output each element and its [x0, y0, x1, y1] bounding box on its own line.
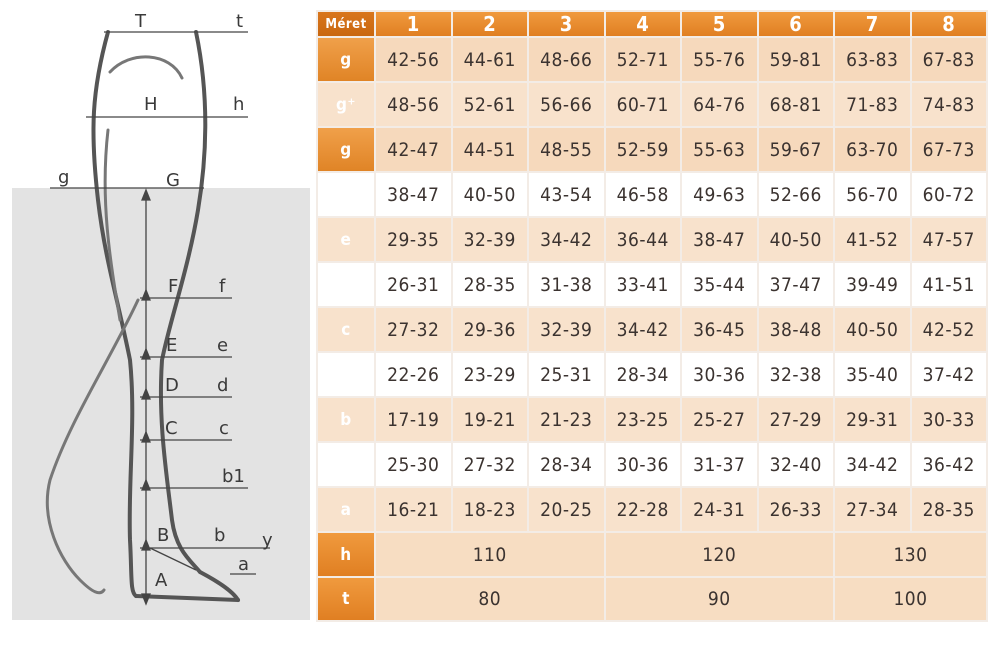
- table-cell: 38-47: [376, 173, 451, 216]
- label-T: T: [135, 11, 146, 32]
- table-cell: 40-50: [835, 308, 910, 351]
- table-header-row: [318, 12, 986, 36]
- table-cell: 32-39: [453, 218, 528, 261]
- table-row: [318, 443, 986, 486]
- table-cell: 26-33: [759, 488, 834, 531]
- table-cell: 38-48: [759, 308, 834, 351]
- leg-measurement-diagram: [0, 0, 310, 645]
- table-cell: 59-67: [759, 128, 834, 171]
- row-label: g: [318, 38, 374, 81]
- table-cell: 21-23: [529, 398, 604, 441]
- table-cell: 30-36: [682, 353, 757, 396]
- table-cell: 63-70: [835, 128, 910, 171]
- table-cell: 40-50: [453, 173, 528, 216]
- label-E: E: [166, 335, 178, 356]
- table-cell: 52-71: [606, 38, 681, 81]
- table-row: [318, 308, 986, 351]
- label-G: G: [166, 170, 180, 191]
- size-col-header: 3: [529, 12, 604, 36]
- table-cell: 32-40: [759, 443, 834, 486]
- footer-cell: 120: [606, 533, 834, 575]
- label-y: y: [262, 530, 273, 551]
- size-col-header: 4: [606, 12, 681, 36]
- table-row: [318, 398, 986, 441]
- table-cell: 64-76: [682, 83, 757, 126]
- table-cell: 37-47: [759, 263, 834, 306]
- table-cell: 27-32: [376, 308, 451, 351]
- row-label: a: [318, 488, 374, 531]
- table-cell: 74-83: [912, 83, 987, 126]
- table-cell: 60-72: [912, 173, 987, 216]
- row-label: b: [318, 398, 374, 441]
- table-cell: 30-36: [606, 443, 681, 486]
- table-cell: 19-21: [453, 398, 528, 441]
- table-cell: 68-81: [759, 83, 834, 126]
- label-a: a: [238, 554, 250, 575]
- table-cell: 56-66: [529, 83, 604, 126]
- table-cell: 24-31: [682, 488, 757, 531]
- table-cell: 29-36: [453, 308, 528, 351]
- table-cell: 49-63: [682, 173, 757, 216]
- table-cell: 44-51: [453, 128, 528, 171]
- table-cell: 22-28: [606, 488, 681, 531]
- table-cell: 27-32: [453, 443, 528, 486]
- table-cell: 36-44: [606, 218, 681, 261]
- table-cell: 47-57: [912, 218, 987, 261]
- label-f: f: [219, 276, 226, 297]
- table-cell: 35-44: [682, 263, 757, 306]
- footer-cell: 130: [835, 533, 986, 575]
- table-cell: 20-25: [529, 488, 604, 531]
- table-cell: 29-35: [376, 218, 451, 261]
- label-F: F: [168, 276, 179, 297]
- table-row: [318, 263, 986, 306]
- table-cell: 67-73: [912, 128, 987, 171]
- size-chart-table: [316, 10, 988, 622]
- table-cell: 26-31: [376, 263, 451, 306]
- table-cell: 30-33: [912, 398, 987, 441]
- table-cell: 33-41: [606, 263, 681, 306]
- label-D: D: [165, 375, 179, 396]
- row-label: f: [318, 173, 374, 216]
- table-row: [318, 353, 986, 396]
- table-cell: 59-81: [759, 38, 834, 81]
- row-label: t: [318, 578, 374, 620]
- table-cell: 25-31: [529, 353, 604, 396]
- table-cell: 28-35: [912, 488, 987, 531]
- footer-row: [318, 533, 986, 575]
- table-cell: 34-42: [835, 443, 910, 486]
- label-H: H: [144, 94, 158, 115]
- table-cell: 29-31: [835, 398, 910, 441]
- table-cell: 67-83: [912, 38, 987, 81]
- size-col-header: 1: [376, 12, 451, 36]
- table-cell: 42-52: [912, 308, 987, 351]
- table-cell: 35-40: [835, 353, 910, 396]
- footer-row: [318, 578, 986, 620]
- footer-cell: 80: [376, 578, 604, 620]
- table-cell: 41-51: [912, 263, 987, 306]
- table-cell: 17-19: [376, 398, 451, 441]
- label-B: B: [157, 525, 170, 546]
- table-cell: 22-26: [376, 353, 451, 396]
- table-cell: 48-55: [529, 128, 604, 171]
- table-cell: 25-30: [376, 443, 451, 486]
- table-cell: 28-34: [529, 443, 604, 486]
- row-label: g: [318, 128, 374, 171]
- label-C: C: [165, 418, 178, 439]
- row-label: g⁺: [318, 83, 374, 126]
- table-cell: 32-38: [759, 353, 834, 396]
- table-cell: 36-45: [682, 308, 757, 351]
- header-size-label: Méret: [318, 12, 374, 36]
- table-cell: 46-58: [606, 173, 681, 216]
- table-cell: 34-42: [606, 308, 681, 351]
- label-b1: b1: [222, 466, 245, 487]
- table-cell: 52-66: [759, 173, 834, 216]
- size-col-header: 8: [912, 12, 987, 36]
- label-g: g: [58, 167, 70, 188]
- row-label: d: [318, 263, 374, 306]
- table-cell: 40-50: [759, 218, 834, 261]
- table-cell: 55-76: [682, 38, 757, 81]
- label-d: d: [217, 375, 229, 396]
- size-col-header: 2: [453, 12, 528, 36]
- table-cell: 36-42: [912, 443, 987, 486]
- table-cell: 43-54: [529, 173, 604, 216]
- table-cell: 38-47: [682, 218, 757, 261]
- table-row: [318, 128, 986, 171]
- table-cell: 41-52: [835, 218, 910, 261]
- size-col-header: 7: [835, 12, 910, 36]
- label-A: A: [155, 570, 168, 591]
- label-t: t: [236, 11, 244, 32]
- table-cell: 16-21: [376, 488, 451, 531]
- table-cell: 52-61: [453, 83, 528, 126]
- table-cell: 31-38: [529, 263, 604, 306]
- table-cell: 55-63: [682, 128, 757, 171]
- table-cell: 32-39: [529, 308, 604, 351]
- table-cell: 39-49: [835, 263, 910, 306]
- label-c: c: [219, 418, 229, 439]
- table-cell: 27-29: [759, 398, 834, 441]
- table-cell: 27-34: [835, 488, 910, 531]
- table-cell: 18-23: [453, 488, 528, 531]
- table-row: [318, 173, 986, 216]
- table-cell: 28-34: [606, 353, 681, 396]
- label-h: h: [233, 94, 245, 115]
- size-col-header: 5: [682, 12, 757, 36]
- table-cell: 34-42: [529, 218, 604, 261]
- table-cell: 42-47: [376, 128, 451, 171]
- table-cell: 60-71: [606, 83, 681, 126]
- table-cell: 71-83: [835, 83, 910, 126]
- table-cell: 63-83: [835, 38, 910, 81]
- table-cell: 48-66: [529, 38, 604, 81]
- table-cell: 42-56: [376, 38, 451, 81]
- table-row: [318, 83, 986, 126]
- table-cell: 31-37: [682, 443, 757, 486]
- row-label: c: [318, 308, 374, 351]
- table-cell: 28-35: [453, 263, 528, 306]
- table-cell: 52-59: [606, 128, 681, 171]
- footer-cell: 110: [376, 533, 604, 575]
- label-e: e: [217, 335, 229, 356]
- row-label: b1: [318, 353, 374, 396]
- table-cell: 23-25: [606, 398, 681, 441]
- table-row: [318, 218, 986, 261]
- table-row: [318, 38, 986, 81]
- footer-cell: 90: [606, 578, 834, 620]
- row-label: h: [318, 533, 374, 575]
- table-cell: 44-61: [453, 38, 528, 81]
- footer-cell: 100: [835, 578, 986, 620]
- row-label: y: [318, 443, 374, 486]
- row-label: e: [318, 218, 374, 261]
- label-b: b: [214, 525, 226, 546]
- table-row: [318, 488, 986, 531]
- table-cell: 37-42: [912, 353, 987, 396]
- table-cell: 23-29: [453, 353, 528, 396]
- table-cell: 56-70: [835, 173, 910, 216]
- table-cell: 25-27: [682, 398, 757, 441]
- size-col-header: 6: [759, 12, 834, 36]
- table-cell: 48-56: [376, 83, 451, 126]
